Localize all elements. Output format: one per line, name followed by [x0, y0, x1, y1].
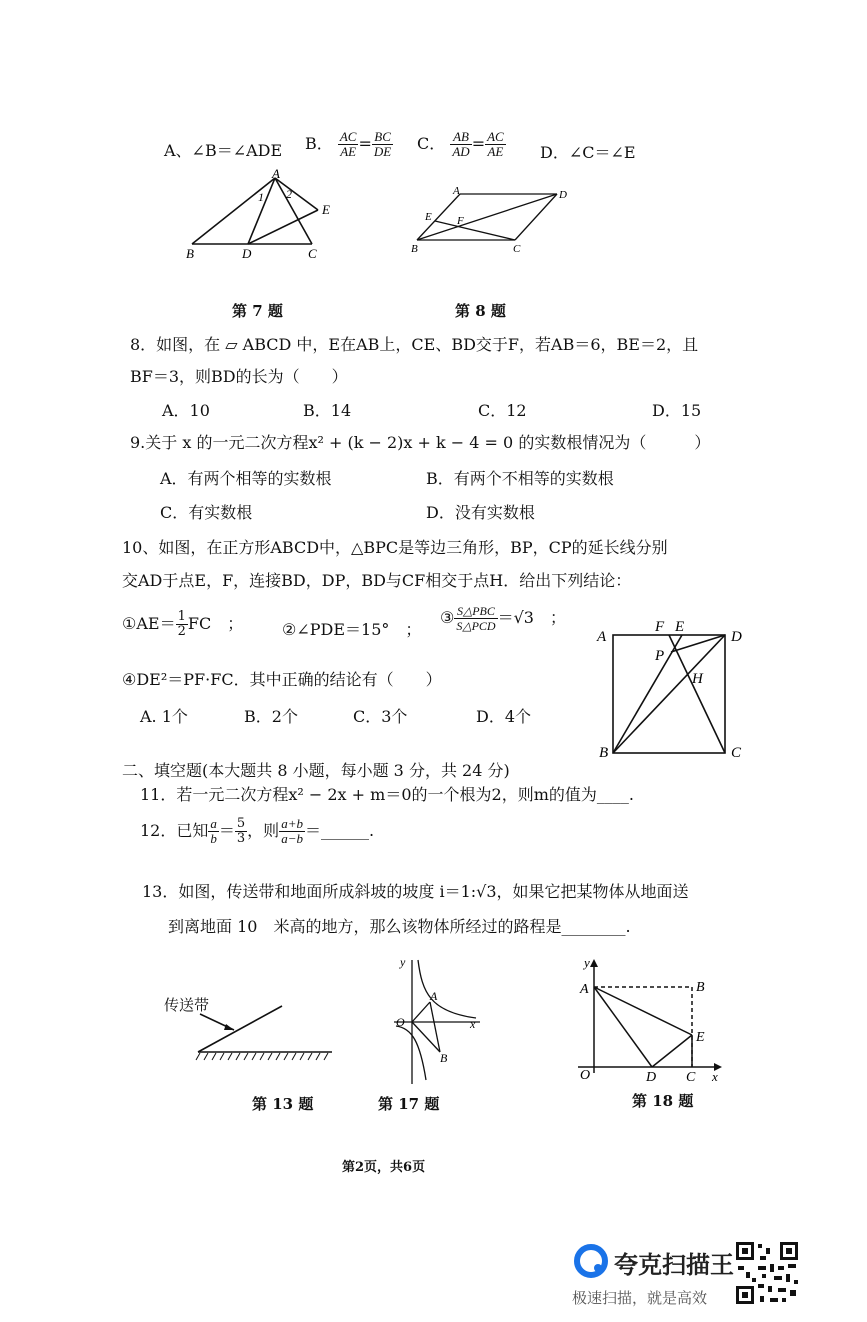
q18-axis-y: y: [584, 955, 590, 970]
q7-b-frac2-den: DE: [373, 144, 392, 159]
q10-conclusion-3: [440, 604, 566, 633]
q12: [140, 817, 374, 846]
section-2-heading: 二、填空题(本大题共 8 小题，每小题 3 分，共 24 分): [122, 761, 510, 780]
q10-label-a: A: [597, 629, 607, 645]
q10-label-b: B: [599, 745, 609, 761]
q17-label-b: B: [440, 1051, 448, 1065]
q7-c-frac2-den: AE: [487, 144, 504, 159]
watermark-slogan: 极速扫描，就是高效: [572, 1289, 708, 1307]
q12-frac3-den: a−b: [281, 831, 303, 846]
q17-label-a: A: [430, 989, 438, 1003]
qr-code-icon: [734, 1240, 800, 1306]
q7-label-b: B: [186, 246, 194, 261]
q12-frac3-num: a+b: [281, 816, 303, 831]
q13-caption: 第 13 题: [252, 1095, 314, 1113]
q7-figure: [180, 168, 340, 264]
q12-frac2-num: 5: [236, 816, 246, 831]
q7-angle-2: 2: [286, 187, 292, 201]
page-footer: 第2页，共6页: [342, 1160, 426, 1175]
q7-c-frac1-num: AB: [450, 130, 471, 145]
q8-label-a: A: [453, 185, 460, 197]
q12-frac3: [279, 817, 305, 846]
q9-option-c: C．有实数根: [160, 503, 253, 522]
q10-c1-num: 1: [177, 609, 186, 624]
q10-c3-prefix: ③: [440, 608, 455, 627]
q13-line2: 到离地面 10 米高的地方，那么该物体所经过的路程是________.: [168, 917, 631, 936]
q10-c1-den: 2: [177, 624, 186, 639]
quark-logo-icon: [574, 1244, 608, 1278]
q13-figure: [160, 1000, 340, 1070]
q12-prefix: 12．已知: [140, 821, 209, 840]
q10-label-d: D: [731, 629, 742, 645]
q10-c3-suffix: ＝√3 ；: [497, 608, 566, 627]
q17-origin: O: [396, 1015, 405, 1029]
q18-label-c: C: [686, 1070, 696, 1085]
q13-line1: 13．如图，传送带和地面所成斜坡的坡度 i＝1:√3，如果它把某物体从地面送: [142, 882, 689, 901]
q12-suffix: ＝______.: [304, 821, 375, 840]
q12-middle: ，则: [247, 821, 280, 840]
q7-label-e: E: [322, 202, 330, 217]
q7-option-c: C． $\frac{AB}{AD}$ = $\frac{AC}{AE}$: [417, 129, 504, 159]
q9-option-a: A．有两个相等的实数根: [160, 469, 332, 488]
q11: 11．若一元二次方程x² − 2x + m＝0的一个根为2，则m的值为____.: [140, 785, 634, 804]
q12-frac1: [208, 817, 219, 846]
q10-conclusion-2: ②∠PDE＝15° ；: [282, 620, 422, 639]
q12-frac1-den: b: [210, 831, 217, 846]
q10-c1-prefix: ①AE＝: [122, 614, 176, 633]
q10-option-d: D．4个: [476, 707, 532, 726]
watermark-brand: 夸克扫描王: [614, 1251, 734, 1279]
q10-figure: [595, 615, 755, 765]
q12-equals: ＝: [218, 821, 235, 840]
q8-label-c: C: [513, 243, 521, 255]
q10-line1: 10、如图，在正方形ABCD中，△BPC是等边三角形，BP，CP的延长线分别: [122, 538, 668, 557]
q12-frac2-den: 3: [236, 831, 246, 846]
q8-option-c: C．12: [478, 401, 527, 420]
q7-label-c: C: [308, 246, 317, 261]
q10-label-h: H: [692, 671, 703, 687]
q10-option-c: C．3个: [353, 707, 408, 726]
q8-line1: 8．如图，在 ▱ ABCD 中，E在AB上，CE、BD交于F，若AB＝6，BE＝2，且: [130, 335, 699, 354]
q10-c3-den: S△PCD: [456, 619, 496, 633]
q7-option-d: D．∠C＝∠E: [540, 143, 636, 162]
q10-c1-suffix: FC ；: [187, 614, 244, 633]
q9-option-b: B．有两个不相等的实数根: [426, 469, 614, 488]
q18-label-b: B: [696, 980, 705, 995]
q7-option-a: A、∠B＝∠ADE: [164, 141, 283, 160]
q18-label-d: D: [646, 1070, 657, 1085]
q7-option-c-label: C．: [417, 134, 446, 153]
q18-origin: O: [580, 1068, 591, 1083]
q8-option-a: A．10: [162, 401, 210, 420]
q10-label-f: F: [655, 619, 665, 635]
q17-caption: 第 17 题: [378, 1095, 440, 1113]
q10-line2: 交AD于点E，F，连接BD，DP，BD与CF相交于点H．给出下列结论：: [122, 571, 632, 590]
q7-caption: 第 7 题: [232, 302, 283, 320]
q12-frac1-num: a: [210, 816, 217, 831]
q13-belt-label: 传送带: [164, 996, 210, 1014]
q7-c-frac1: [450, 130, 471, 159]
q18-label-e: E: [696, 1030, 705, 1045]
q10-c1-frac: [176, 610, 188, 639]
q10-c3-num: S△PBC: [454, 604, 497, 619]
q7-b-frac1: [338, 130, 359, 159]
q7-b-frac1-den: AE: [340, 144, 357, 159]
q8-option-b: B．14: [303, 401, 352, 420]
q7-option-b: B． $\frac{AC}{AE}$ = $\frac{BC}{DE}$: [305, 129, 392, 159]
q8-option-d: D．15: [652, 401, 702, 420]
q8-label-f: F: [457, 215, 464, 227]
q7-angle-1: 1: [258, 190, 264, 204]
q10-option-a: A. 1个: [140, 707, 188, 726]
q18-label-a: A: [580, 982, 589, 997]
q18-figure: [570, 955, 725, 1085]
q12-frac2: [235, 817, 247, 846]
q7-c-frac1-den: AD: [452, 144, 470, 159]
q7-label-a: A: [272, 168, 280, 181]
q18-axis-x: x: [712, 1069, 718, 1084]
q10-option-b: B．2个: [244, 707, 298, 726]
q7-b-frac1-num: AC: [339, 129, 357, 144]
q8-line2: BF＝3，则BD的长为（ ）: [130, 367, 348, 386]
q8-caption: 第 8 题: [455, 302, 506, 320]
q9-line1: 9.关于 x 的一元二次方程x² + (k − 2)x + k − 4 = 0 的实数根情况为（ ）: [130, 433, 711, 452]
q8-label-d: D: [559, 189, 567, 201]
q8-figure: [405, 180, 580, 260]
q17-axis-y: y: [400, 955, 406, 969]
q7-c-frac2: [485, 130, 506, 159]
q8-label-e: E: [425, 211, 432, 223]
q10-conclusion-4: ④DE²＝PF·FC．其中正确的结论有（ ）: [122, 670, 442, 689]
q9-option-d: D．没有实数根: [426, 503, 535, 522]
q7-b-frac2: [372, 130, 393, 159]
q17-axis-x: x: [470, 1017, 476, 1031]
q7-option-b-label: B．: [305, 134, 333, 153]
q10-label-p: P: [655, 648, 665, 664]
q10-conclusion-1: [122, 610, 243, 639]
q10-c3-frac: [454, 604, 497, 633]
q7-label-d: D: [242, 246, 252, 261]
q17-figure: [390, 952, 485, 1092]
q7-b-frac2-num: BC: [372, 130, 393, 145]
q7-c-frac2-num: AC: [487, 129, 504, 144]
q18-caption: 第 18 题: [632, 1092, 694, 1110]
q10-label-c: C: [731, 745, 742, 761]
q8-label-b: B: [411, 243, 418, 255]
q10-label-e: E: [675, 619, 685, 635]
